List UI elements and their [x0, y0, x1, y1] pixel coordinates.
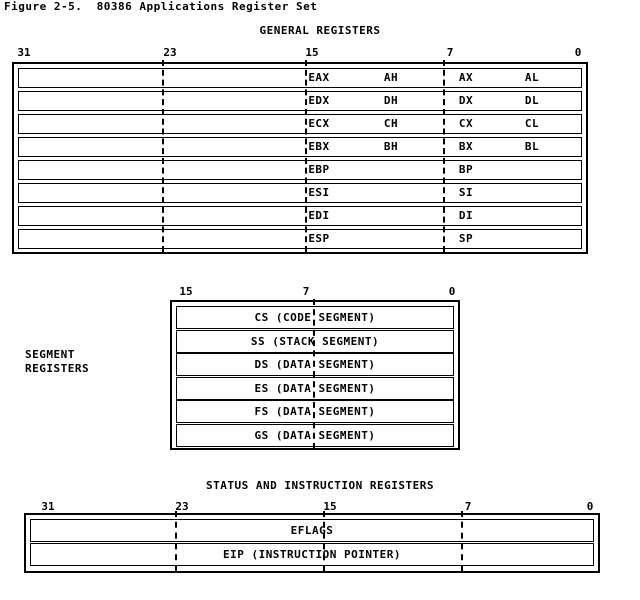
register-name-sp: SP	[458, 232, 474, 245]
general-ruler-tick-23: 23	[163, 46, 177, 59]
register-name-dl: DL	[524, 94, 540, 107]
register-name-ah: AH	[383, 71, 399, 84]
segment-registers-label-text: SEGMENT REGISTERS	[25, 348, 90, 375]
register-name-dh: DH	[383, 94, 399, 107]
register-name-bh: BH	[383, 140, 399, 153]
status-registers-ruler	[0, 500, 640, 514]
register-name-bp: BP	[458, 163, 474, 176]
segment-bit-separator-7	[313, 299, 315, 449]
general-ruler-tick-31: 31	[17, 46, 31, 59]
general-ruler-tick-15: 15	[305, 46, 319, 59]
general-register-row	[18, 91, 582, 111]
status-bit-separator-23	[175, 511, 177, 571]
status-register-row: EFLAGS	[30, 519, 594, 542]
status-ruler-tick-0: 0	[586, 500, 594, 513]
segment-register-row: ES (DATA SEGMENT)	[176, 377, 454, 400]
register-name-edx: EDX	[308, 94, 330, 107]
register-name-bl: BL	[524, 140, 540, 153]
general-register-row	[18, 114, 582, 134]
bit-separator-23	[162, 60, 164, 252]
register-name-cl: CL	[524, 117, 540, 130]
general-register-row	[18, 229, 582, 249]
segment-register-row: CS (CODE SEGMENT)	[176, 306, 454, 329]
register-name-bx: BX	[458, 140, 474, 153]
bit-separator-7	[443, 60, 445, 252]
register-name-si: SI	[458, 186, 474, 199]
register-name-ebp: EBP	[308, 163, 330, 176]
status-ruler-tick-23: 23	[175, 500, 189, 513]
segment-ruler-tick-15: 15	[179, 285, 193, 298]
segment-ruler-tick-7: 7	[302, 285, 310, 298]
segment-registers-ruler	[0, 285, 640, 299]
segment-registers-frame	[170, 300, 460, 450]
general-registers-frame	[12, 62, 588, 254]
status-ruler-tick-15: 15	[323, 500, 337, 513]
register-name-di: DI	[458, 209, 474, 222]
general-register-row	[18, 206, 582, 226]
register-name-dx: DX	[458, 94, 474, 107]
register-name-cx: CX	[458, 117, 474, 130]
register-name-ecx: ECX	[308, 117, 330, 130]
register-name-edi: EDI	[308, 209, 330, 222]
general-registers-title: GENERAL REGISTERS	[259, 24, 381, 37]
general-register-row	[18, 183, 582, 203]
status-register-row: EIP (INSTRUCTION POINTER)	[30, 543, 594, 566]
general-registers-ruler	[0, 46, 640, 60]
status-bit-separator-15	[323, 511, 325, 571]
status-registers-frame	[24, 513, 600, 573]
general-ruler-tick-7: 7	[446, 46, 454, 59]
status-ruler-tick-31: 31	[41, 500, 55, 513]
segment-register-row: DS (DATA SEGMENT)	[176, 353, 454, 376]
segment-register-row: SS (STACK SEGMENT)	[176, 330, 454, 353]
general-register-row	[18, 68, 582, 88]
bit-separator-15	[305, 60, 307, 252]
status-ruler-tick-7: 7	[464, 500, 472, 513]
general-ruler-tick-0: 0	[574, 46, 582, 59]
segment-registers-label	[25, 348, 89, 376]
register-name-ebx: EBX	[308, 140, 330, 153]
register-name-ax: AX	[458, 71, 474, 84]
register-name-esp: ESP	[308, 232, 330, 245]
status-bit-separator-7	[461, 511, 463, 571]
figure-caption: Figure 2-5. 80386 Applications Register Set	[4, 0, 318, 13]
general-register-row	[18, 160, 582, 180]
register-name-eax: EAX	[308, 71, 330, 84]
segment-register-row: FS (DATA SEGMENT)	[176, 400, 454, 423]
segment-register-row: GS (DATA SEGMENT)	[176, 424, 454, 447]
register-name-al: AL	[524, 71, 540, 84]
segment-ruler-tick-0: 0	[448, 285, 456, 298]
register-name-ch: CH	[383, 117, 399, 130]
general-register-row	[18, 137, 582, 157]
register-name-esi: ESI	[308, 186, 330, 199]
status-registers-title: STATUS AND INSTRUCTION REGISTERS	[206, 479, 434, 492]
